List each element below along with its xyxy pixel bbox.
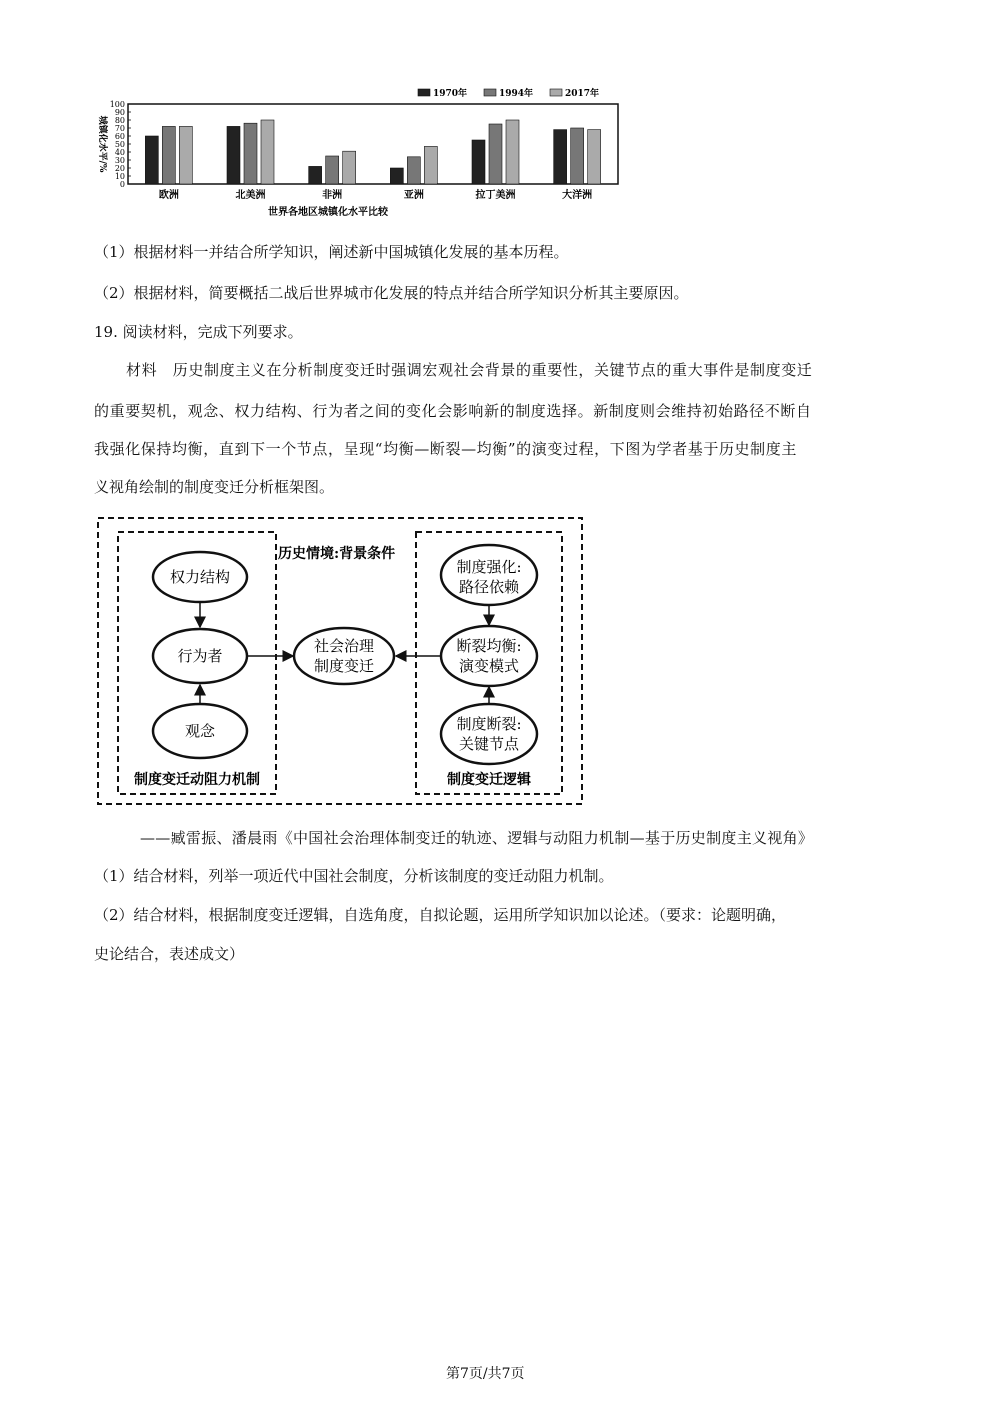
q19-material-line-3: 我强化保持均衡，直到下一个节点，呈现“均衡—断裂—均衡”的演变过程，下图为学者基于历史制度主 bbox=[94, 440, 797, 458]
y-tick-label: 10 bbox=[114, 172, 125, 181]
node-actor-label: 行为者 bbox=[177, 647, 223, 665]
node-reinforce-line1: 制度强化: bbox=[456, 558, 522, 576]
bar bbox=[309, 166, 322, 184]
q19-sub2-line1: （2）结合材料，根据制度变迁逻辑，自选角度，自拟论题，运用所学知识加以论述。（要求：论题明确， bbox=[94, 906, 787, 924]
node-idea-label: 观念 bbox=[184, 722, 216, 740]
plot-frame bbox=[128, 104, 618, 184]
y-tick-label: 80 bbox=[114, 116, 125, 125]
institution-change-diagram bbox=[94, 514, 586, 808]
y-tick-label: 90 bbox=[114, 108, 125, 117]
legend-swatch bbox=[484, 89, 496, 96]
bar bbox=[571, 128, 584, 184]
bar bbox=[162, 126, 175, 184]
right-box-label: 制度变迁逻辑 bbox=[447, 772, 531, 788]
node-break-line2: 关键节点 bbox=[458, 735, 520, 753]
page-footer: 第7页/共7页 bbox=[446, 1366, 525, 1382]
node-equilibrium-line2: 演变模式 bbox=[458, 657, 520, 675]
bar bbox=[472, 140, 485, 184]
x-category-label: 大洋洲 bbox=[562, 190, 593, 201]
y-tick-label: 40 bbox=[114, 148, 125, 157]
x-category-label: 非洲 bbox=[322, 190, 343, 201]
legend-swatch bbox=[550, 89, 562, 96]
legend-label: 2017年 bbox=[565, 89, 600, 99]
legend-label: 1994年 bbox=[499, 89, 534, 99]
legend-swatch bbox=[418, 89, 430, 96]
q19-material-line-2: 的重要契机，观念、权力结构、行为者之间的变化会影响新的制度选择。新制度则会维持初始路径不断自 bbox=[94, 402, 812, 420]
bar bbox=[424, 146, 437, 184]
q19-material-line-4: 义视角绘制的制度变迁分析框架图。 bbox=[94, 478, 335, 496]
node-break bbox=[441, 704, 537, 764]
node-equilibrium-line1: 断裂均衡: bbox=[456, 637, 522, 655]
bar bbox=[390, 168, 403, 184]
x-category-label: 拉丁美洲 bbox=[475, 190, 516, 201]
q19-header: 19. 阅读材料，完成下列要求。 bbox=[94, 323, 303, 341]
x-axis-label: 世界各地区城镇化水平比较 bbox=[268, 207, 388, 218]
bar bbox=[179, 126, 192, 184]
q18-sub2: （2）根据材料，简要概括二战后世界城市化发展的特点并结合所学知识分析其主要原因。 bbox=[94, 284, 689, 302]
bar bbox=[554, 130, 567, 184]
bar bbox=[407, 157, 420, 184]
urbanization-bar-chart bbox=[88, 84, 628, 224]
bar bbox=[506, 120, 519, 184]
y-tick-label: 20 bbox=[114, 164, 125, 173]
bar bbox=[326, 156, 339, 184]
y-axis-label: 城镇化水平/% bbox=[97, 115, 107, 173]
bar bbox=[343, 151, 356, 184]
legend-label: 1970年 bbox=[433, 89, 468, 99]
bar bbox=[489, 124, 502, 184]
q19-sub2-line2: 史论结合，表述成文） bbox=[94, 945, 245, 963]
x-category-label: 欧洲 bbox=[158, 190, 179, 201]
node-center-line2: 制度变迁 bbox=[313, 657, 375, 675]
y-tick-label: 0 bbox=[119, 180, 125, 189]
node-center-line1: 社会治理 bbox=[313, 637, 375, 655]
y-tick-label: 50 bbox=[114, 140, 125, 149]
x-category-label: 北美洲 bbox=[235, 190, 266, 201]
q19-source: ——臧雷振、潘晨雨《中国社会治理体制变迁的轨迹、逻辑与动阻力机制—基于历史制度主义视角》 bbox=[140, 829, 814, 847]
y-tick-label: 60 bbox=[114, 132, 125, 141]
q19-material-line-1: 材料 历史制度主义在分析制度变迁时强调宏观社会背景的重要性，关键节点的重大事件是制度变迁 bbox=[126, 361, 813, 379]
y-tick-label: 30 bbox=[114, 156, 125, 165]
q18-sub1: （1）根据材料一并结合所学知识，阐述新中国城镇化发展的基本历程。 bbox=[94, 243, 569, 261]
bar bbox=[244, 123, 257, 184]
q19-sub1: （1）结合材料，列举一项近代中国社会制度，分析该制度的变迁动阻力机制。 bbox=[94, 867, 614, 885]
bar bbox=[261, 120, 274, 184]
node-power-structure-label: 权力结构 bbox=[169, 568, 231, 586]
node-equilibrium bbox=[441, 626, 537, 686]
bar bbox=[588, 130, 601, 184]
x-category-label: 亚洲 bbox=[403, 190, 424, 201]
context-label: 历史情境:背景条件 bbox=[278, 546, 396, 562]
node-break-line1: 制度断裂: bbox=[456, 715, 522, 733]
y-tick-label: 100 bbox=[109, 100, 125, 109]
bar bbox=[227, 126, 240, 184]
left-box-label: 制度变迁动阻力机制 bbox=[134, 772, 260, 788]
y-tick-label: 70 bbox=[114, 124, 125, 133]
node-reinforce-line2: 路径依赖 bbox=[458, 578, 520, 596]
bar bbox=[145, 136, 158, 184]
